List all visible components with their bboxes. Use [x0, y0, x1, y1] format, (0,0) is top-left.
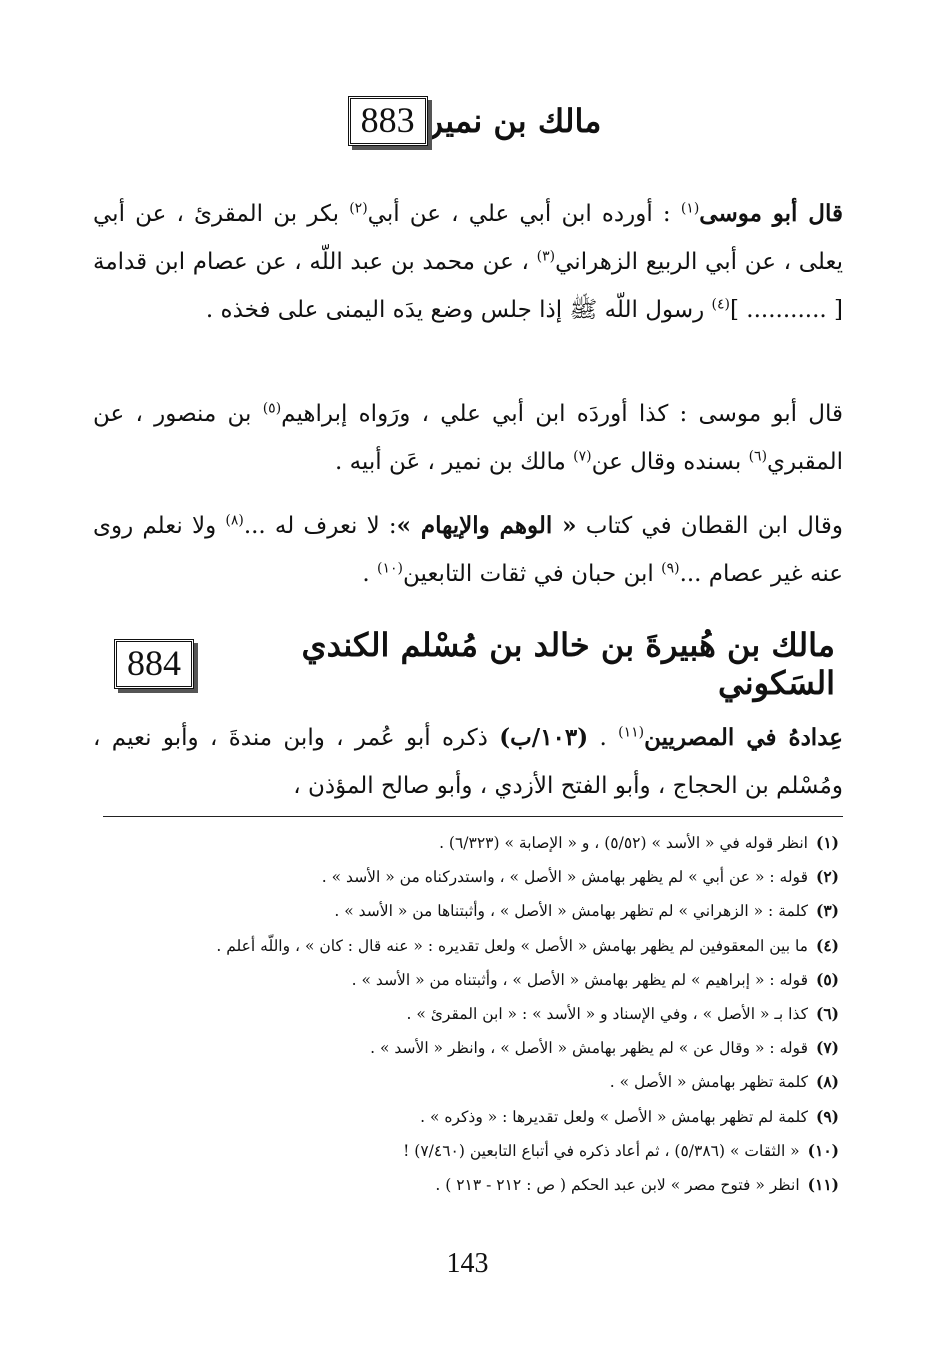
book-title: « الوهم والإيهام »: [396, 512, 577, 539]
paragraph-text: وقال ابن القطان في كتاب: [576, 513, 843, 539]
page-number: 143: [446, 1248, 489, 1279]
paragraph-text: قال أبو موسى : كذا أوردَه ابن أبي علي ، ورَواه إبراهيم: [281, 401, 843, 427]
footnote-text: قوله : « إبراهيم » لم يظهر بهامش « الأصل » ، وأثبتناه من « الأسد » .: [351, 970, 808, 989]
folio-ref: (١٠٣/ب): [499, 724, 589, 751]
footnote-item: [96, 1168, 839, 1202]
footnote-text: ما بين المعقوفين لم يظهر بهامش « الأصل » ولعل تقديره : « عنه قال : كان » ، واللّه أعلم .: [216, 936, 808, 955]
paragraph-text: : لا نعرف له ...: [243, 513, 397, 539]
paragraph-3: [93, 502, 843, 598]
footnote-item: [96, 894, 839, 928]
footnote-number: (٥): [815, 969, 839, 989]
footnote-divider: [103, 816, 843, 817]
paragraph-text: ذكره أبو عُمر ، وابن مندةَ ، وأبو نعيم ، ومُسْلم بن الحجاج ، وأبو الفتح الأزدي ، وأبو صالح المؤذن ،: [93, 725, 843, 799]
paragraph-1: [93, 190, 843, 334]
paragraph-text: رسول اللّه ﷺ إذا جلس وضع يدَه اليمنى على فخذه .: [205, 297, 712, 323]
footnote-ref: (٦): [748, 448, 768, 465]
paragraph-lead: عِدادهُ في المصريين: [644, 724, 843, 751]
entry-title: مالك بن هُبيرةَ بن خالد بن مُسْلم الكندي السَكوني: [301, 626, 835, 702]
footnote-ref: (٨): [225, 512, 244, 529]
entry-number-badge: 883: [348, 96, 428, 146]
entry-title: مالك بن نمير: [427, 101, 602, 140]
paragraph-text: .: [362, 561, 378, 587]
footnote-item: [96, 1134, 839, 1168]
paragraph-text: بسنده وقال عن: [591, 449, 749, 475]
footnote-number: (١): [815, 833, 839, 852]
footnote-text: كلمة : « الزهراني » لم تظهر بهامش « الأصل » ، وأثبتناها من « الأسد » .: [334, 902, 808, 921]
footnote-ref: (١١): [618, 724, 645, 741]
paragraph-text: .: [588, 725, 619, 751]
paragraph-text: ولا نعلم روى عنه غير عصام ...: [93, 513, 843, 587]
entry-number-badge: 884: [114, 639, 194, 689]
footnote-number: (٩): [815, 1106, 839, 1126]
footnote-text: كلمة تظهر بهامش « الأصل » .: [609, 1073, 808, 1092]
footnote-item: [96, 1100, 839, 1134]
footnote-number: (١١): [807, 1175, 839, 1195]
footnote-text: كلمة لم تظهر بهامش « الأصل » ولعل تقديرها : « وذكره » .: [420, 1107, 808, 1126]
footnote-number: (٣): [815, 901, 839, 921]
footnote-item: [96, 1065, 839, 1099]
footnote-number: (٢): [815, 867, 839, 887]
entry-heading-883: [100, 96, 835, 146]
footnote-number: (٦): [815, 1004, 839, 1024]
footnote-item: [96, 997, 839, 1031]
footnote-item: [96, 860, 839, 894]
paragraph-4: [93, 714, 843, 810]
footnote-number: (١٠): [807, 1140, 839, 1160]
footnote-number: (٨): [815, 1072, 839, 1092]
entry-heading-884: [100, 626, 835, 702]
footnote-text: قوله : « عن أبي » لم يظهر بهامش « الأصل » ، واستدركناه من « الأسد » .: [321, 868, 808, 887]
footnote-ref: (١): [680, 200, 700, 217]
paragraph-text: بن منصور ، عن المقبري: [93, 401, 843, 475]
footnote-text: قوله : « وقال عن » لم يظهر بهامش « الأصل » ، وانظر « الأسد » .: [370, 1039, 808, 1058]
paragraph-2: [93, 390, 843, 486]
footnote-item: [96, 929, 839, 963]
footnote-text: انظر « فتوح مصر » لابن عبد الحكم ( ص : ٢١٢ - ٢١٣ ) .: [435, 1176, 800, 1195]
paragraph-text: ، عن محمد بن عبد اللّه ، عن عصام ابن قدامة [ ........... ]: [93, 249, 843, 323]
footnote-text: « الثقات » (٥/٣٨٦) ، ثم أعاد ذكره في أتباع التابعين (٧/٤٦٠) !: [403, 1141, 800, 1160]
footnote-ref: (١٠): [377, 560, 404, 577]
paragraph-text: : أورده ابن أبي علي ، عن أبي: [367, 201, 681, 227]
paragraph-lead: قال أبو موسى: [699, 200, 843, 227]
footnote-number: (٤): [815, 935, 839, 955]
footnote-text: انظر قوله في « الأسد » (٥/٥٢) ، و « الإصابة » (٦/٣٢٣) .: [439, 834, 808, 852]
footnote-ref: (٩): [661, 560, 680, 577]
footnote-ref: (٤): [711, 296, 730, 313]
paragraph-text: ابن حبان في ثقات التابعين: [403, 561, 662, 587]
footnote-item: [96, 826, 839, 860]
footnote-number: (٧): [815, 1038, 839, 1058]
footnote-item: [96, 963, 839, 997]
footnote-ref: (٣): [536, 248, 556, 265]
footnote-text: كذا بـ « الأصل » ، وفي الإسناد و « الأسد » : « ابن المقرئ » .: [406, 1005, 808, 1024]
footnote-ref: (٧): [573, 448, 592, 465]
footnote-ref: (٥): [262, 400, 282, 417]
footnotes: [96, 826, 839, 1202]
footnote-ref: (٢): [349, 200, 368, 217]
paragraph-text: مالك بن نمير ، عَن أبيه .: [334, 449, 574, 475]
paragraph-text: بكر بن المقرئ ، عن أبي يعلى ، عن أبي الربيع الزهراني: [93, 201, 843, 275]
footnote-item: [96, 1031, 839, 1065]
